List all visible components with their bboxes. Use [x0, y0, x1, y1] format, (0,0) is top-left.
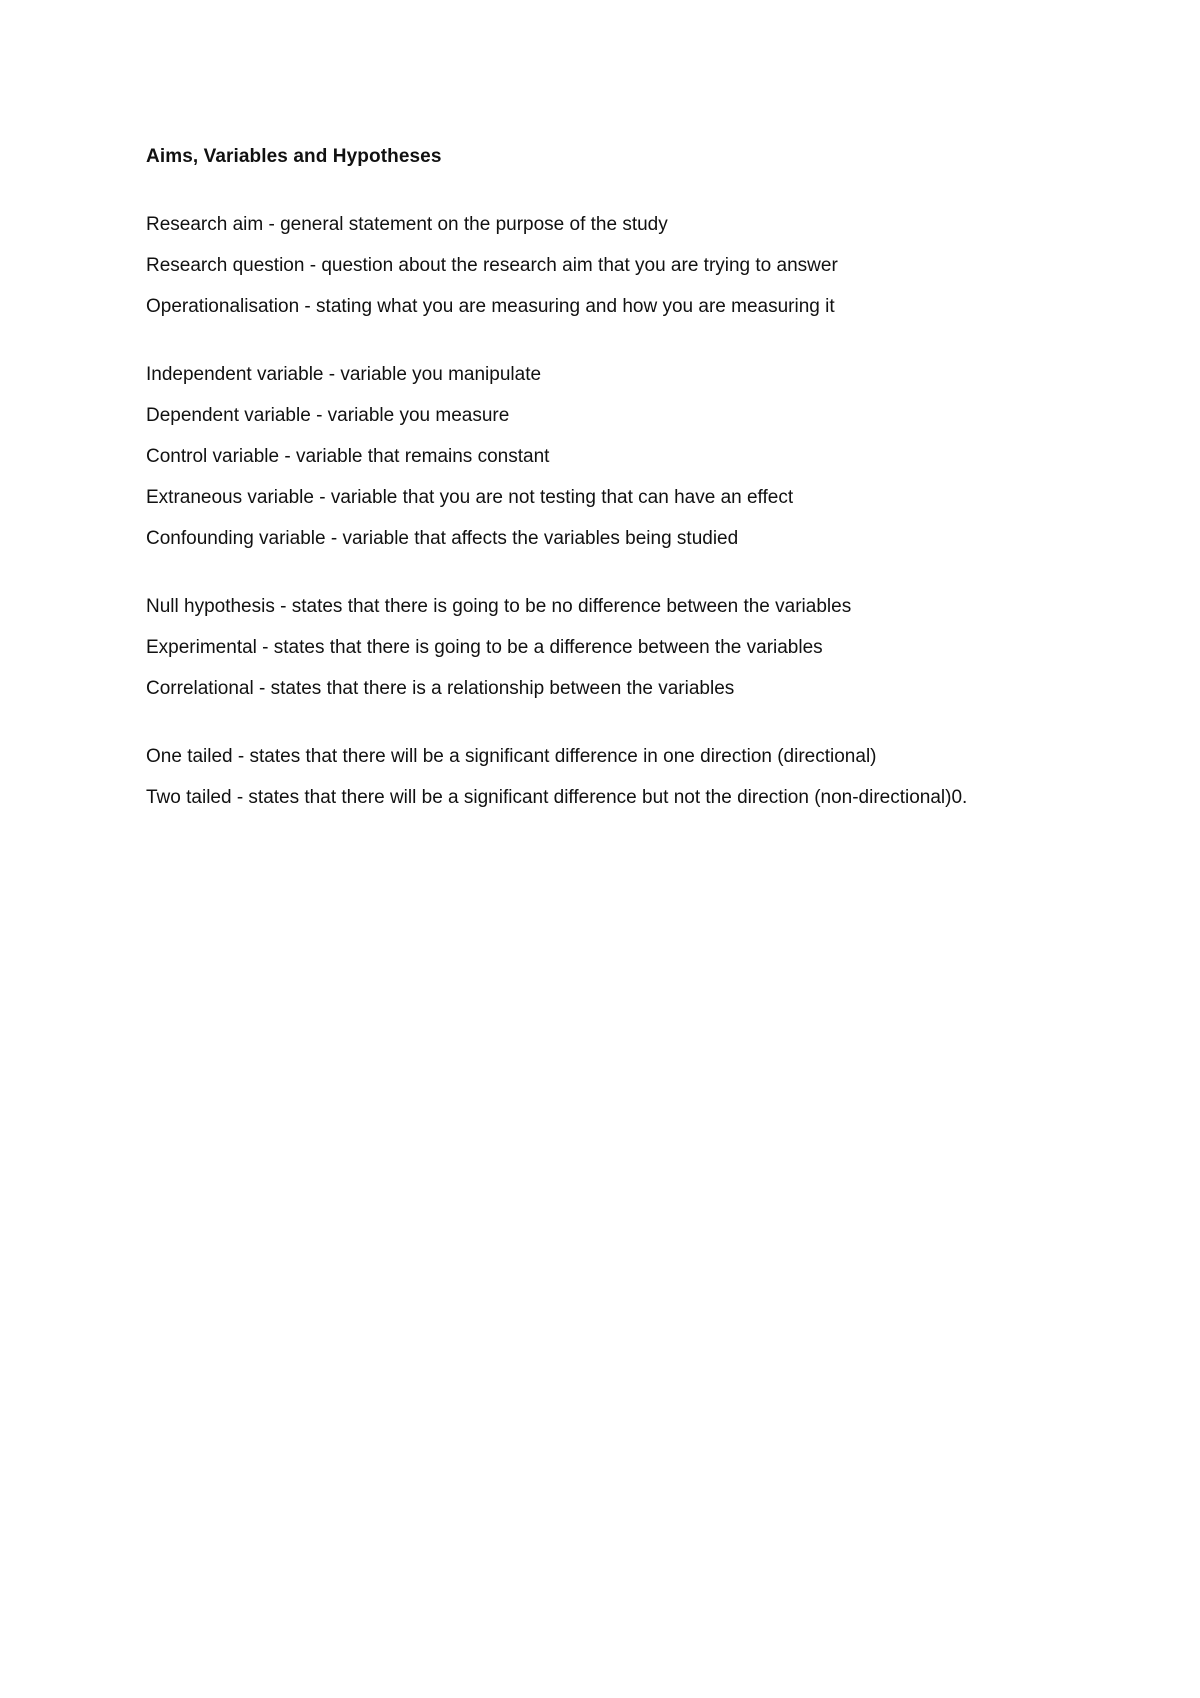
line-dependent-variable: Dependent variable - variable you measure — [146, 405, 510, 426]
line-null-hypothesis: Null hypothesis - states that there is going to be no difference between the variables — [146, 596, 852, 617]
line-confounding-variable: Confounding variable - variable that affects the variables being studied — [146, 528, 739, 549]
section-research — [146, 212, 1106, 320]
line-two-tailed: Two tailed - states that there will be a significant difference but not the direction (non-directional)0. — [146, 787, 968, 808]
line-independent-variable: Independent variable - variable you manipulate — [146, 364, 542, 385]
document-content — [146, 144, 1106, 853]
section-hypotheses — [146, 594, 1106, 702]
line-experimental: Experimental - states that there is going to be a difference between the variables — [146, 637, 823, 658]
section-tailed — [146, 744, 1106, 811]
line-extraneous-variable: Extraneous variable - variable that you are not testing that can have an effect — [146, 487, 794, 508]
line-control-variable: Control variable - variable that remains constant — [146, 446, 550, 467]
line-operationalisation: Operationalisation - stating what you are measuring and how you are measuring it — [146, 296, 835, 317]
line-research-aim: Research aim - general statement on the purpose of the study — [146, 214, 668, 235]
line-correlational: Correlational - states that there is a relationship between the variables — [146, 678, 735, 699]
line-one-tailed: One tailed - states that there will be a significant difference in one direction (directional) — [146, 746, 877, 767]
line-research-question: Research question - question about the research aim that you are trying to answer — [146, 255, 838, 276]
document-title: Aims, Variables and Hypotheses — [146, 146, 442, 167]
section-variables — [146, 362, 1106, 552]
